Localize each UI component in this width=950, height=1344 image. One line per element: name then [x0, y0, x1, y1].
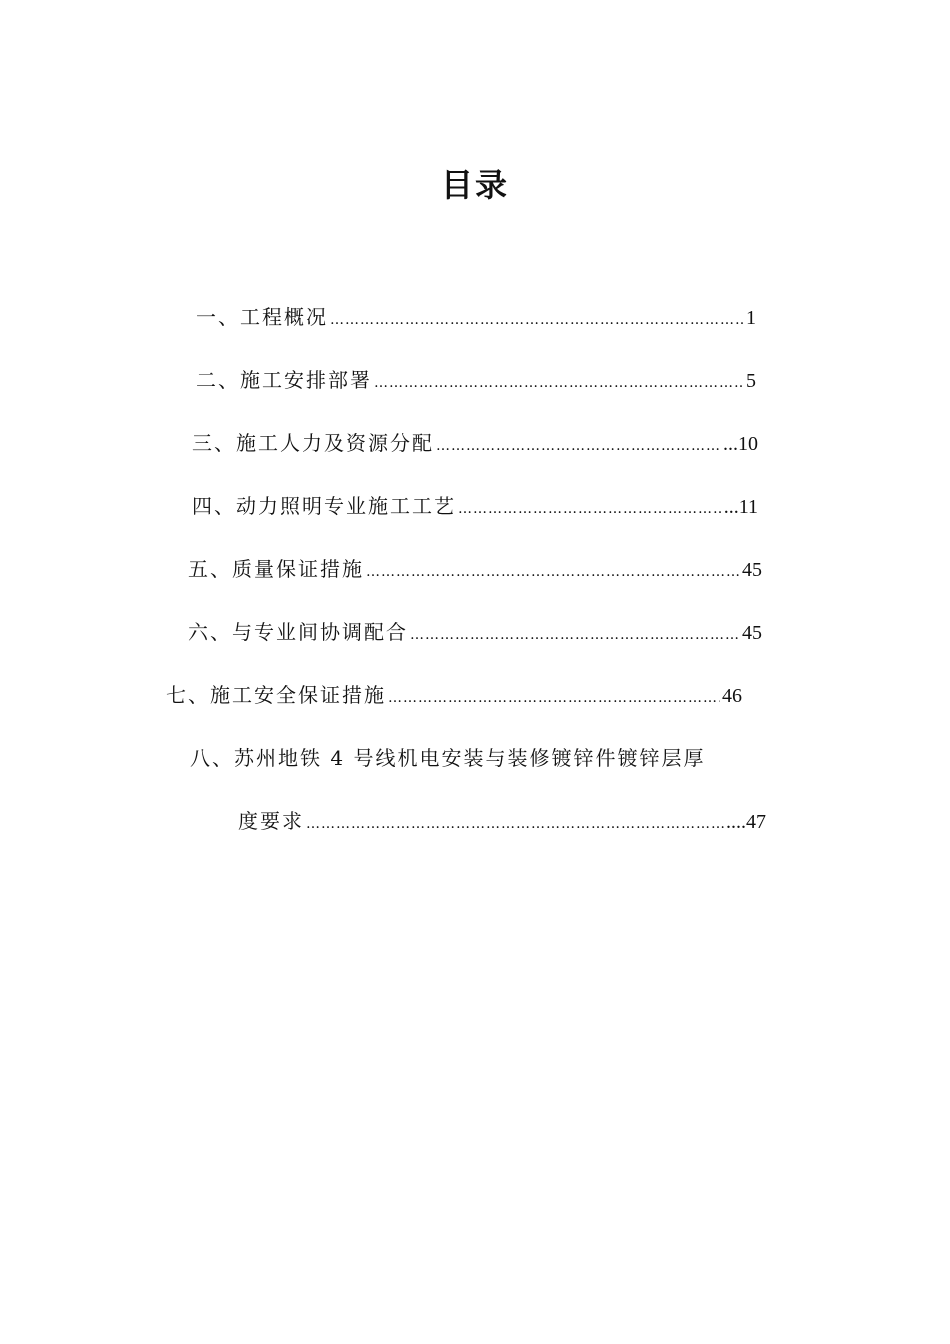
toc-entry-1[interactable] [196, 302, 756, 335]
dot-leader [374, 368, 744, 398]
toc-page-number: 45 [742, 559, 762, 581]
toc-entry-3[interactable] [192, 428, 758, 461]
toc-title: 目录 [440, 166, 509, 204]
toc-entry-8-line-2[interactable] [238, 806, 766, 839]
toc-entry-label: 六、与专业间协调配合 [188, 620, 408, 644]
dot-leader [366, 557, 740, 587]
toc-entry-6[interactable] [188, 617, 762, 650]
toc-entry-label: 四、动力照明专业施工工艺 [192, 494, 456, 518]
toc-page-number: 46 [722, 685, 742, 707]
toc-page-number: 5 [746, 370, 756, 392]
toc-entry-label: 三、施工人力及资源分配 [192, 431, 434, 455]
dot-leader [388, 683, 720, 713]
toc-entry-label: 八、苏州地铁 4 号线机电安装与装修镀锌件镀锌层厚 [190, 746, 706, 770]
dot-leader [330, 305, 744, 335]
toc-page-number: ...11 [723, 496, 758, 518]
dot-leader [436, 431, 721, 461]
toc-entry-7[interactable] [166, 680, 742, 713]
toc-page-number: 1 [746, 307, 756, 329]
toc-page-number: ...10 [723, 433, 758, 455]
toc-entry-2[interactable] [196, 365, 756, 398]
toc-page-number: ....47 [726, 811, 766, 833]
toc-entry-8-line-1[interactable] [190, 743, 705, 773]
toc-entry-label: 五、质量保证措施 [188, 557, 364, 581]
toc-entry-continuation: 度要求 [238, 809, 304, 833]
toc-page-number: 45 [742, 622, 762, 644]
toc-entry-4[interactable] [192, 491, 758, 524]
dot-leader [458, 494, 722, 524]
toc-entry-label: 二、施工安排部署 [196, 368, 372, 392]
dot-leader [410, 620, 740, 650]
dot-leader [306, 809, 724, 839]
toc-entry-label: 七、施工安全保证措施 [166, 683, 386, 707]
toc-entry-label: 一、工程概况 [196, 305, 328, 329]
toc-entry-5[interactable] [188, 554, 762, 587]
